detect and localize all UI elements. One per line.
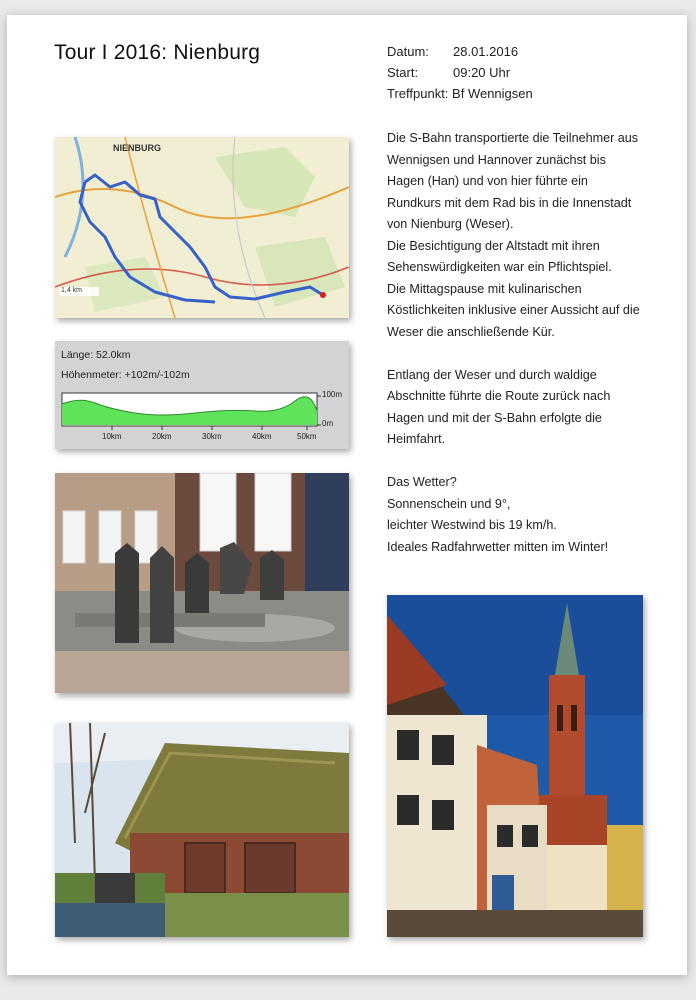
- meeting-value: Bf Wennigsen: [452, 86, 533, 101]
- elevation-profile: [55, 341, 349, 449]
- profile-y-top: 100m: [322, 390, 343, 399]
- paragraph-1: [387, 128, 667, 343]
- profile-x-tick: 30km: [202, 432, 222, 441]
- profile-y-bottom: 0m: [322, 419, 334, 428]
- profile-x-tick: 20km: [152, 432, 172, 441]
- date-value: 28.01.2016: [453, 44, 519, 59]
- text-line: Weser die anschließende Kür.: [387, 324, 555, 339]
- paragraph-2: [387, 365, 667, 451]
- text-line: Wennigsen und Hannover zunächst bis: [387, 152, 606, 167]
- profile-x-tick: 10km: [102, 432, 122, 441]
- text-line: Abschnitte führte die Route zurück nach: [387, 389, 611, 403]
- page-title: Tour I 2016: Nienburg: [54, 41, 261, 64]
- map-scale-label: 1,4 km: [61, 287, 83, 294]
- text-line: Sehenswürdigkeiten war ein Pflichtspiel.: [387, 260, 612, 274]
- text-line: Köstlichkeiten inklusive einer Aussicht auf die: [387, 303, 640, 317]
- tour-meta: [387, 41, 533, 104]
- paragraph-3: [387, 472, 667, 558]
- text-line: Ideales Radfahrwetter mitten im Winter!: [387, 539, 609, 554]
- profile-elevation: Höhenmeter: +102m/-102m: [61, 369, 190, 381]
- profile-x-tick: 50km: [297, 432, 317, 441]
- route-map: [55, 137, 349, 318]
- text-line: leichter Westwind bis 19 km/h.: [387, 518, 557, 532]
- meeting-label: Treffpunkt:: [387, 86, 449, 101]
- map-town-label: NIENBURG: [113, 143, 162, 153]
- text-line: Heimfahrt.: [387, 432, 446, 446]
- mill-photo: [55, 723, 349, 937]
- text-line: Entlang der Weser und durch waldige: [387, 367, 597, 382]
- text-line: Die S-Bahn transportierte die Teilnehmer aus: [387, 131, 639, 145]
- profile-x-tick: 40km: [252, 432, 272, 441]
- text-line: Rundkurs mit dem Rad bis in die Innenstadt: [387, 195, 632, 210]
- text-line: Hagen (Han) und von hier führte ein: [387, 174, 588, 188]
- start-label: Start:: [387, 65, 419, 80]
- fountain-photo: [55, 473, 349, 693]
- text-line: Sonnenschein und 9°,: [387, 496, 511, 511]
- church-photo: [387, 595, 643, 937]
- text-line: von Nienburg (Weser).: [387, 217, 514, 231]
- text-line: Das Wetter?: [387, 475, 457, 489]
- text-line: Hagen und mit der S-Bahn erfolgte die: [387, 410, 602, 425]
- page: [7, 15, 687, 975]
- text-line: Die Besichtigung der Altstadt mit ihren: [387, 238, 600, 253]
- text-line: Die Mittagspause mit kulinarischen: [387, 281, 582, 296]
- tour-description: [387, 128, 667, 558]
- start-value: 09:20 Uhr: [453, 65, 511, 80]
- date-label: Datum:: [387, 44, 429, 59]
- profile-length: Länge: 52.0km: [61, 349, 131, 361]
